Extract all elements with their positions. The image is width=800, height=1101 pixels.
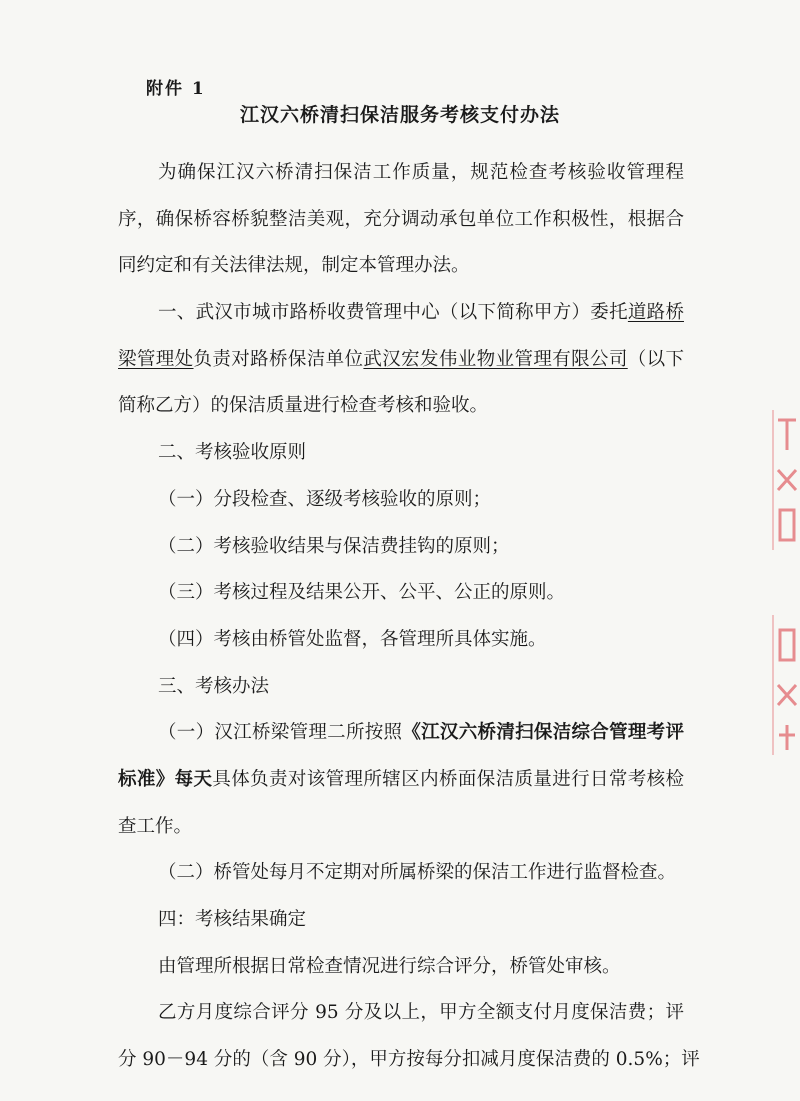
document-title: 江汉六桥清扫保洁服务考核支付办法 xyxy=(239,104,560,126)
body-line: 查工作。 xyxy=(118,815,193,837)
text-span: 负责对路桥保洁单位 xyxy=(193,348,364,370)
list-item: （一）分段检查、逐级考核验收的原则； xyxy=(158,488,492,510)
bold-text: 标准》每天 xyxy=(118,768,213,790)
text-span: 具体负责对该管理所辖区内桥面保洁质量进行日常考核检 xyxy=(212,768,684,790)
section-heading: 二、考核验收原则 xyxy=(158,442,307,464)
body-line: 同约定和有关法律法规，制定本管理办法。 xyxy=(118,255,470,277)
red-seal-fragment-icon xyxy=(772,410,800,550)
underlined-text: 梁管理处 xyxy=(118,348,194,370)
text-span: （一）汉江桥梁管理二所按照 xyxy=(158,722,403,744)
bold-text: 《江汉六桥清扫保洁综合管理考评 xyxy=(402,722,684,744)
attachment-label: 附件 1 xyxy=(146,79,206,99)
list-item: （二）桥管处每月不定期对所属桥梁的保洁工作进行监督检查。 xyxy=(158,862,677,884)
body-line: 由管理所根据日常检查情况进行综合评分，桥管处审核。 xyxy=(158,955,621,977)
body-line xyxy=(118,337,684,384)
text-span: 一、武汉市城市路桥收费管理中心（以下简称甲方）委托 xyxy=(158,302,628,324)
body-line: 分 90－94 分的（含 90 分），甲方按每分扣减月度保洁费的 0.5%；评 xyxy=(118,1049,700,1071)
underlined-text: 道路桥 xyxy=(627,302,684,324)
section-heading: 四：考核结果确定 xyxy=(158,909,307,930)
document-body xyxy=(118,150,700,1084)
list-item: （四）考核由桥管处监督，各管理所具体实施。 xyxy=(158,628,547,650)
body-line xyxy=(118,710,684,757)
body-line xyxy=(118,757,684,804)
list-item: （二）考核验收结果与保洁费挂钩的原则； xyxy=(158,535,510,557)
underlined-company: 武汉宏发伟业物业管理有限公司 xyxy=(363,348,628,370)
text-span: （以下 xyxy=(627,348,684,370)
body-line xyxy=(118,290,684,337)
body-line: 序，确保桥容桥貌整洁美观，充分调动承包单位工作积极性，根据合 xyxy=(118,208,684,230)
section-heading: 三、考核办法 xyxy=(158,675,270,697)
list-item: （三）考核过程及结果公开、公平、公正的原则。 xyxy=(158,582,566,604)
red-seal-fragment-icon xyxy=(772,615,800,755)
body-line: 乙方月度综合评分 95 分及以上，甲方全额支付月度保洁费；评 xyxy=(158,1002,684,1024)
body-line: 简称乙方）的保洁质量进行检查考核和验收。 xyxy=(118,395,489,417)
body-line: 为确保江汉六桥清扫保洁工作质量，规范检查考核验收管理程 xyxy=(158,162,684,183)
